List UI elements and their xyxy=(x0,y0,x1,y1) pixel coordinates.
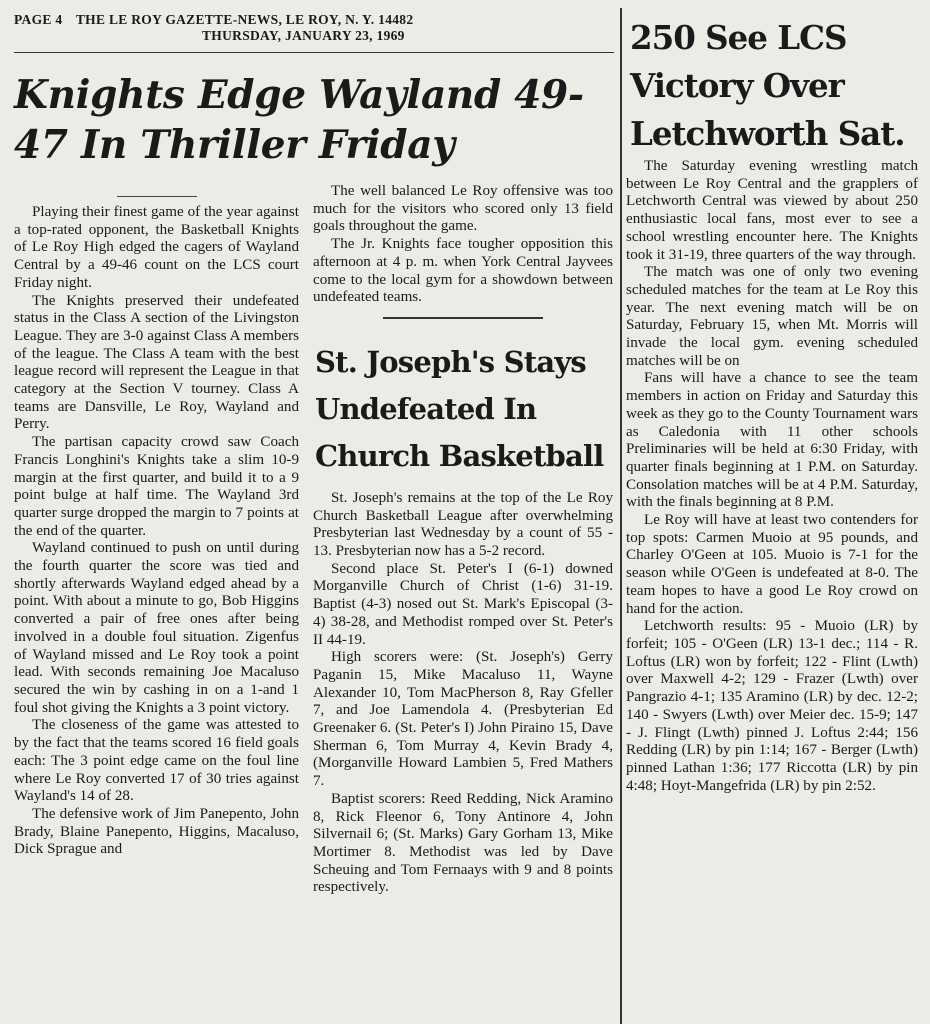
paragraph: Second place St. Peter's I (6-1) downed Morganville Church of Christ (1-6) 31-19. Baptist (4-3) nosed out St. Mark's Episcopal (3-4) 38-28, and Methodist romped over St. Peter's II 44-19. xyxy=(313,560,613,648)
issue-date: THURSDAY, JANUARY 23, 1969 xyxy=(202,28,405,43)
paragraph: The well balanced Le Roy offensive was too much for the visitors who scored only 13 field goals throughout the game. xyxy=(313,183,613,235)
paragraph: The Saturday evening wrestling match between Le Roy Central and the grapplers of Letchworth Central was viewed by about 250 enthusiastic local fans, most ever to see a school wrestling encounter here. The Knights took it 31-19, three quarters of the way through. xyxy=(626,158,918,263)
church-headline-line3: Church Basketball xyxy=(315,438,604,473)
masthead-rule xyxy=(14,52,614,53)
paragraph: The Knights preserved their undefeated status in the Class A section of the Livingston League. They are 3-0 against Class A members of the league. The Class A team with the best league record will represent the League in that category at the Section V tourney. Class A teams are Dansville, Le Roy, Wayland and Perry. xyxy=(14,292,299,433)
masthead xyxy=(14,12,614,43)
paragraph: The partisan capacity crowd saw Coach Francis Longhini's Knights take a slim 10-9 margin at the first quarter, and build it to a 9 point bulge at half time. The Wayland 3rd quarter surge dropped the margin to 7 points at the end of the quarter. xyxy=(14,434,299,539)
church-headline xyxy=(315,339,613,480)
paragraph: Le Roy will have at least two contenders for top spots: Carmen Muoio at 95 pounds, and Charley O'Geen at 105. Muoio is 7-1 for the season while O'Geen is undefeated at 8-0. The team hopes to have a good Le Roy crowd on hand for the action. xyxy=(626,512,918,617)
paragraph: Wayland continued to push on until during the fourth quarter the score was tied and shortly afterwards Wayland edged ahead by a point. With about a minute to go, Bob Higgins converted a pair of free ones after being involved in a double foul situation. Zigenfus of Wayland missed and Le Roy took a point lead. With seconds remaining Joe Macaluso secured the win by cashing in on a 1-and 1 foul shot giving the Knights a 3 point victory. xyxy=(14,540,299,716)
main-headline-line1: Knights Edge Wayland 49- xyxy=(14,72,584,118)
church-headline-line2: Undefeated In xyxy=(315,391,537,426)
wrestling-headline-line3: Letchworth Sat. xyxy=(630,114,905,153)
page-number: PAGE 4 xyxy=(14,12,63,27)
paragraph: Letchworth results: 95 - Muoio (LR) by forfeit; 105 - O'Geen (LR) 13-1 dec.; 114 - R. Loftus (LR) won by forfeit; 122 - Flint (Lwth) over Maxwell 4-2; 129 - Frazer (Lwth) over Pangrazio 4-1; 135 Aramino (LR) by dec. 12-2; 140 - Swyers (Lwth) over Meier dec. 15-9; 147 - J. Flingt (Lwth) pinned J. Loftus 2:44; 156 Redding (LR) by pin 1:14; 167 - Berger (Lwth) pinned Lathan 1:36; 177 Riccotta (LR) by pin 4:48; Hoyt-Mangefrida (LR) by pin 2:52. xyxy=(626,618,918,794)
paper-name: THE LE ROY GAZETTE-NEWS, LE ROY, N. Y. 14482 xyxy=(75,12,414,27)
paragraph: Baptist scorers: Reed Redding, Nick Aramino 8, Rick Fleenor 6, Tony Antinore 4, John Silvernail 6; (St. Marks) Gary Gorham 13, Mike Mortimer 8. Methodist was led by Dave Scheuing and Tom Fernaays with 9 and 8 points respectively. xyxy=(313,790,613,896)
wrestling-headline xyxy=(630,14,922,158)
column-divider xyxy=(620,8,622,1024)
paragraph: St. Joseph's remains at the top of the Le Roy Church Basketball League after overwhelming Presbyterian last Wednesday by a count of 55 - 13. Presbyterian now has a 5-2 record. xyxy=(313,489,613,560)
paragraph: High scorers were: (St. Joseph's) Gerry Paganin 15, Mike Macaluso 11, Wayne Alexander 10, Tom MacPherson 8, Ray Gfeller 7, and Joe Lamendola 4. (Presbyterian Ed Greenaker 6. (St. Peter's I) John Piraino 15, Dave Sherman 6, Tom Murray 4, Kevin Brady 4, (Morganville Howard Lambien 5, Fred Mathers 7. xyxy=(313,649,613,790)
main-story-column-1 xyxy=(14,196,299,859)
paragraph: The Jr. Knights face tougher opposition this afternoon at 4 p. m. when York Central Jayvees come to the local gym for a showdown between undefeated teams. xyxy=(313,236,613,306)
wrestling-story-column xyxy=(626,158,918,795)
main-headline xyxy=(14,70,614,170)
wrestling-headline-line2: Victory Over xyxy=(630,66,844,105)
main-story-column-2 xyxy=(313,183,613,897)
paragraph: The closeness of the game was attested to by the fact that the teams scored 16 field goals each: The 3 point edge came on the foul line where Le Roy converted 17 of 30 tries against Wayland's 14 of 28. xyxy=(14,717,299,805)
wrestling-headline-line1: 250 See LCS xyxy=(630,18,847,57)
paragraph: The defensive work of Jim Panepento, John Brady, Blaine Panepento, Higgins, Macaluso, Dick Sprague and xyxy=(14,805,299,858)
paragraph: Playing their finest game of the year against a top-rated opponent, the Basketball Knights of Le Roy High edged the cagers of Wayland Central by a 49-46 count on the LCS court Friday night. xyxy=(14,204,299,291)
paragraph: Fans will have a chance to see the team members in action on Friday and Saturday this week as they go to the County Tournament wars as Caledonia with 11 other schools Preliminaries will be held at 6:30 Friday, with quarter finals beginning at 1 P.M. on Saturday. Consolation matches will be at 4 P.M. Saturday, with the finals beginning at 8 P.M. xyxy=(626,370,918,511)
church-headline-line1: St. Joseph's Stays xyxy=(315,344,586,379)
main-headline-line2: 47 In Thriller Friday xyxy=(14,122,455,168)
section-divider xyxy=(383,317,543,319)
story-rule xyxy=(117,196,197,197)
paragraph: The match was one of only two evening scheduled matches for the team at Le Roy this year. The next evening match will be on Saturday, February 15, when Mt. Morris will invade the local gym. evening scheduled matches will be on xyxy=(626,264,918,369)
